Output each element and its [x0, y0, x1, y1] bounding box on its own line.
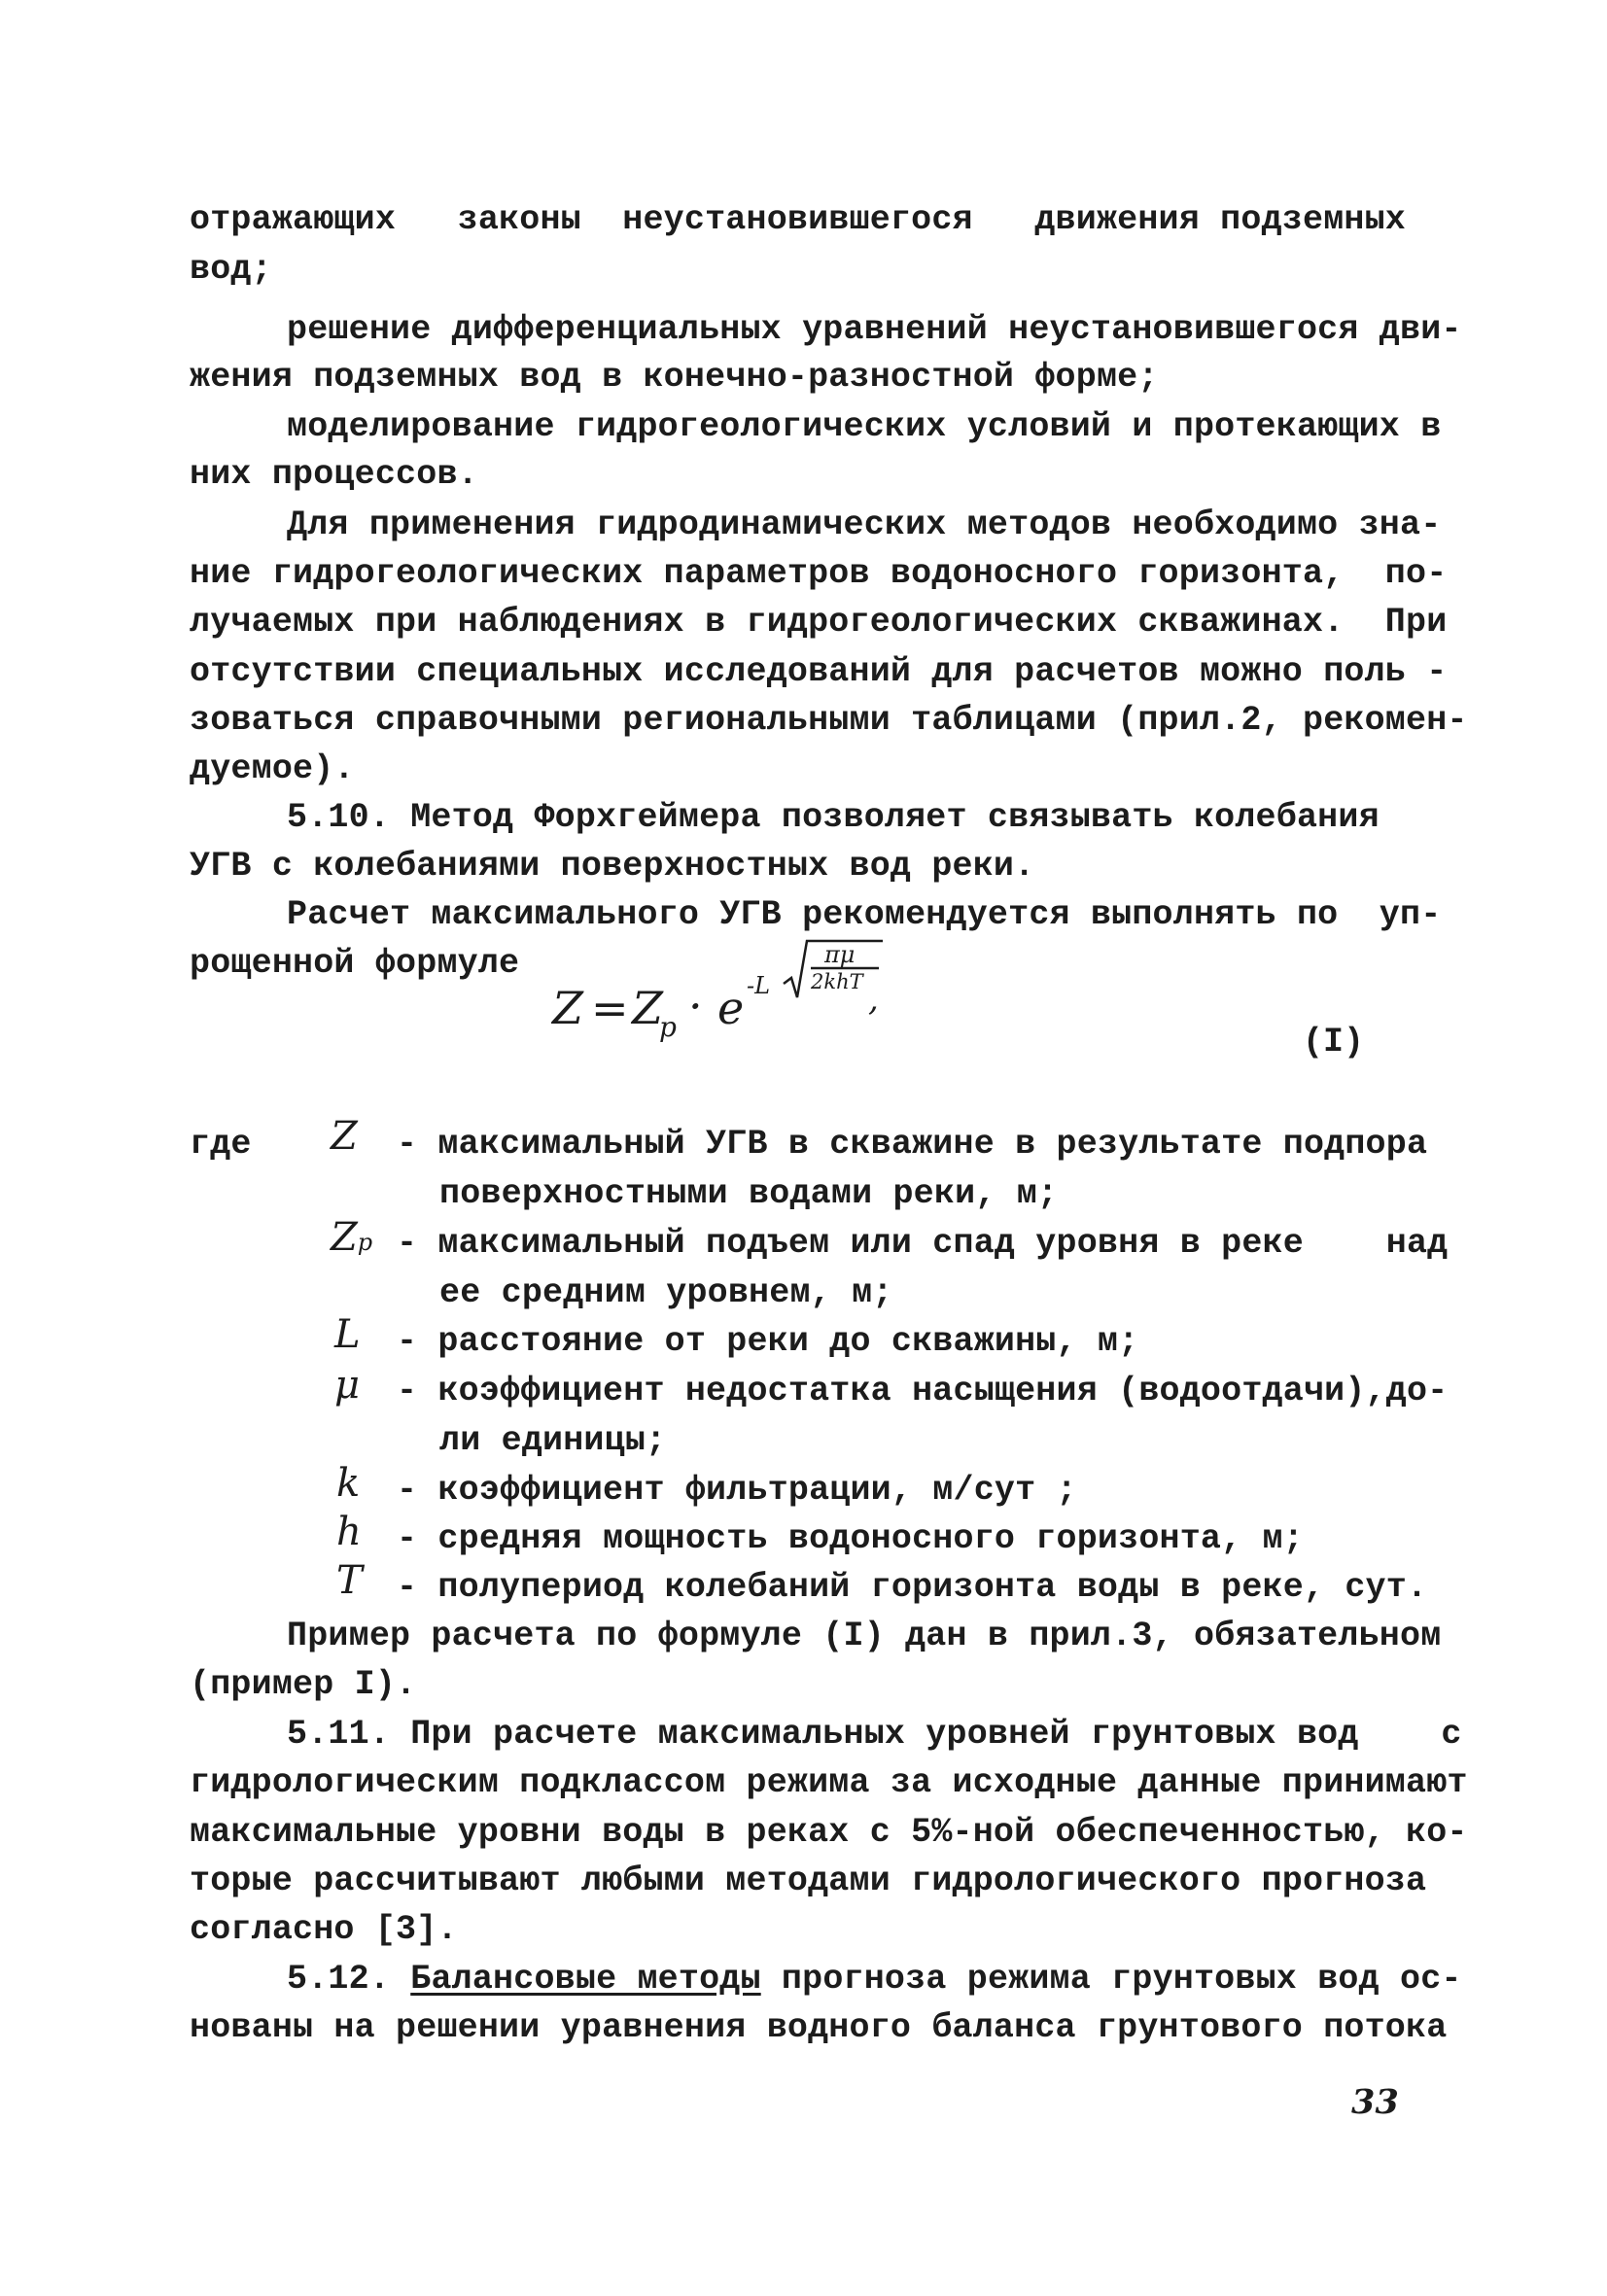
text-line: Для применения гидродинамических методов необходимо зна-	[287, 505, 1442, 544]
definition-line: ли единицы;	[439, 1421, 667, 1460]
formula-exp-prefix: -L	[747, 972, 771, 999]
definition-line: - коэффициент недостатка насыщения (водоотдачи),до-	[397, 1372, 1449, 1410]
formula-equals: =	[591, 982, 629, 1034]
symbol-mu: μ	[334, 1363, 360, 1408]
definition-line: - средняя мощность водоносного горизонта, м;	[397, 1519, 1304, 1558]
text-line: гидрологическим подклассом режима за исходные данные принимают	[190, 1763, 1468, 1802]
text-line: отсутствии специальных исследований для расчетов можно поль -	[190, 652, 1448, 691]
definition-line: - максимальный подъем или спад уровня в реке над	[397, 1224, 1449, 1263]
text-line: них процессов.	[190, 455, 478, 494]
text-line: жения подземных вод в конечно-разностной форме;	[190, 358, 1159, 397]
text-line: лучаемых при наблюдениях в гидрогеологических скважинах. При	[190, 603, 1448, 642]
section-heading: 5.10. Метод Форхгеймера позволяет связывать колебания	[287, 798, 1380, 837]
definition-line: - коэффициент фильтрации, м/сут ;	[397, 1471, 1077, 1510]
formula-zp: Z	[632, 982, 663, 1034]
formula-radical	[552, 933, 999, 1079]
definition-line: поверхностными водами реки, м;	[439, 1174, 1059, 1213]
text-line: вод;	[190, 250, 272, 289]
text-line: отражающих законы неустановившегося движения подземных	[190, 200, 1407, 239]
formula-e: e	[717, 982, 745, 1034]
text-line: согласно [3].	[190, 1910, 458, 1949]
definition-line: - полупериод колебаний горизонта воды в реке, сут.	[397, 1568, 1428, 1607]
formula-lhs: Z	[552, 982, 583, 1034]
page-number: 33	[1351, 2082, 1400, 2122]
text-line: Пример расчета по формуле (I) дан в прил.3, обязательном	[287, 1617, 1442, 1655]
symbol-zp-base: Z	[331, 1215, 358, 1260]
symbol-z: Z	[331, 1114, 358, 1159]
definition-line: - максимальный УГВ в скважине в результате подпора	[397, 1125, 1428, 1164]
section-text: прогноза режима грунтовых вод ос-	[760, 1960, 1462, 1999]
section-number: 5.12.	[287, 1960, 411, 1999]
text-line: ние гидрогеологических параметров водоносного горизонта, по-	[190, 554, 1448, 593]
formula-zp-sub: p	[659, 1011, 677, 1043]
formula-comma: ,	[868, 980, 879, 1019]
formula-number: (I)	[1303, 1023, 1365, 1061]
text-line: решение дифференциальных уравнений неустановившегося дви-	[287, 310, 1462, 349]
symbol-zp-sub: p	[357, 1229, 373, 1256]
where-label: где	[190, 1125, 252, 1164]
text-line: максимальные уровни воды в реках с 5%-ной обеспеченностью, ко-	[190, 1813, 1468, 1852]
underlined-term: Балансовые методы	[410, 1960, 761, 1999]
definition-line: ее средним уровнем, м;	[439, 1273, 893, 1312]
formula-frac-num: πμ	[824, 941, 856, 968]
formula-dot: ·	[688, 980, 703, 1032]
symbol-t: T	[336, 1558, 363, 1603]
text-line: зоваться справочными региональными таблицами (прил.2, рекомен-	[190, 701, 1468, 740]
definition-line: - расстояние от реки до скважины, м;	[397, 1322, 1139, 1361]
text-line: УГВ с колебаниями поверхностных вод реки.	[190, 847, 1035, 886]
text-line: Расчет максимального УГВ рекомендуется выполнять по уп-	[287, 895, 1442, 934]
text-line: торые рассчитывают любыми методами гидрологического прогноза	[190, 1861, 1427, 1900]
symbol-h: h	[336, 1510, 362, 1554]
formula-frac-den: 2khT	[811, 970, 863, 993]
text-line: нованы на решении уравнения водного баланса грунтового потока	[190, 2008, 1448, 2047]
section-heading: 5.11. При расчете максимальных уровней грунтовых вод с	[287, 1715, 1462, 1754]
text-line: дуемое).	[190, 749, 355, 788]
text-line: рощенной формуле	[190, 944, 520, 983]
symbol-k: k	[336, 1461, 361, 1506]
symbol-l: L	[334, 1312, 361, 1357]
section-heading	[287, 1957, 1462, 2001]
text-line: (пример I).	[190, 1665, 417, 1704]
formula-forchheimer	[552, 933, 999, 1079]
text-line: моделирование гидрогеологических условий и протекающих в	[287, 407, 1442, 446]
symbol-zp	[331, 1215, 372, 1260]
